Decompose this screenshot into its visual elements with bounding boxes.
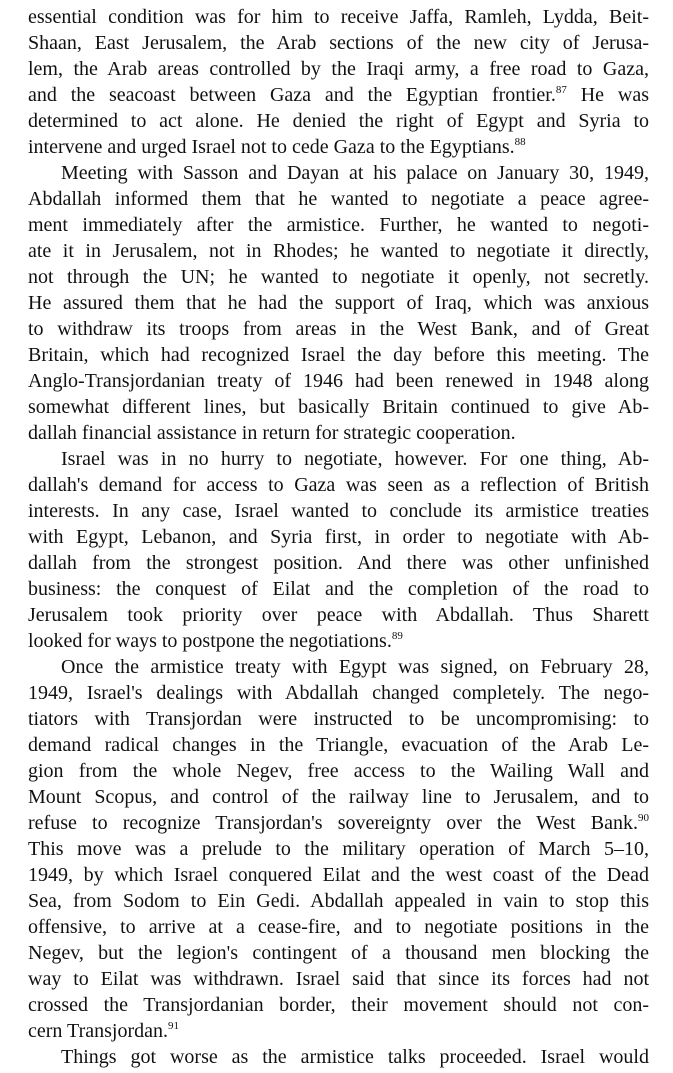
line-text: This move was a prelude to the military operation of March 5–10, [28, 838, 649, 860]
text-line [28, 238, 649, 264]
line-text: essential condition was for him to receive Jaffa, Ramleh, Lydda, Beit- [28, 6, 649, 28]
line-text: Anglo-Transjordanian treaty of 1946 had been renewed in 1948 along [28, 370, 649, 392]
footnote-marker: 90 [638, 812, 649, 824]
line-text: Negev, but the legion's contingent of a thousand men blocking the [28, 942, 649, 964]
line-text: interests. In any case, Israel wanted to conclude its armistice treaties [28, 500, 649, 522]
text-line [28, 290, 649, 316]
text-line [28, 316, 649, 342]
line-text: Israel was in no hurry to negotiate, however. For one thing, Ab- [61, 448, 649, 470]
text-line [28, 186, 649, 212]
line-text: with Egypt, Lebanon, and Syria first, in order to negotiate with Ab- [28, 526, 649, 548]
line-text: He assured them that he had the support of Iraq, which was anxious [28, 292, 649, 314]
text-line [28, 264, 649, 290]
line-text: and the seacoast between Gaza and the Egyptian frontier. [28, 84, 556, 106]
text-line [28, 810, 649, 836]
line-text: 1949, Israel's dealings with Abdallah changed completely. The nego- [28, 682, 649, 704]
line-text: somewhat different lines, but basically Britain continued to give Ab- [28, 396, 649, 418]
text-line [28, 576, 649, 602]
line-text: Mount Scopus, and control of the railway line to Jerusalem, and to [28, 786, 649, 808]
text-line [28, 706, 649, 732]
line-text: Jerusalem took priority over peace with Abdallah. Thus Sharett [28, 604, 649, 626]
text-line [28, 914, 649, 940]
text-line [28, 446, 649, 472]
text-line [28, 758, 649, 784]
footnote-marker: 87 [555, 84, 567, 96]
text-line [28, 394, 649, 420]
line-text: Meeting with Sasson and Dayan at his palace on January 30, 1949, [61, 162, 649, 184]
text-line [28, 342, 649, 368]
text-line [28, 420, 649, 446]
text-line [28, 524, 649, 550]
text-line [28, 966, 649, 992]
line-text: tiators with Transjordan were instructed to be uncompromising: to [28, 708, 649, 730]
line-text: business: the conquest of Eilat and the completion of the road to [28, 578, 649, 600]
line-text: Britain, which had recognized Israel the day before this meeting. The [28, 344, 649, 366]
line-text: Once the armistice treaty with Egypt was signed, on February 28, [61, 656, 649, 678]
text-line [28, 212, 649, 238]
line-text: crossed the Transjordanian border, their movement should not con- [28, 994, 649, 1016]
paragraph [28, 4, 649, 160]
text-line [28, 108, 649, 134]
text-line [28, 472, 649, 498]
text-line [28, 862, 649, 888]
footnote-marker: 88 [514, 136, 526, 148]
line-text: demand radical changes in the Triangle, evacuation of the Arab Le- [28, 734, 649, 756]
line-text: He was [566, 84, 649, 106]
text-line [28, 56, 649, 82]
line-text: ment immediately after the armistice. Further, he wanted to negoti- [28, 214, 649, 236]
line-text: offensive, to arrive at a cease-fire, and to negotiate positions in the [28, 916, 649, 938]
line-text: Things got worse as the armistice talks proceeded. Israel would [61, 1046, 649, 1068]
book-page-text [28, 4, 649, 1070]
line-text: not through the UN; he wanted to negotiate it openly, not secretly. [28, 266, 649, 288]
line-text: dallah's demand for access to Gaza was seen as a reflection of British [28, 474, 649, 496]
text-line [28, 1044, 649, 1070]
text-line [28, 628, 649, 654]
text-line [28, 602, 649, 628]
line-text: determined to act alone. He denied the right of Egypt and Syria to [28, 110, 649, 132]
text-line [28, 1018, 649, 1044]
line-text: way to Eilat was withdrawn. Israel said that since its forces had not [28, 968, 649, 990]
paragraph [28, 1044, 649, 1070]
line-text: 1949, by which Israel conquered Eilat and the west coast of the Dead [28, 864, 649, 886]
line-text: gion from the whole Negev, free access to the Wailing Wall and [28, 760, 649, 782]
text-line [28, 992, 649, 1018]
line-text: dallah from the strongest position. And there was other unfinished [28, 552, 649, 574]
text-line [28, 134, 649, 160]
line-text: Shaan, East Jerusalem, the Arab sections of the new city of Jerusa- [28, 32, 649, 54]
line-text: looked for ways to postpone the negotiations. [28, 630, 392, 652]
text-line [28, 732, 649, 758]
line-text: Abdallah informed them that he wanted to negotiate a peace agree- [28, 188, 649, 210]
line-text: intervene and urged Israel not to cede Gaza to the Egyptians. [28, 136, 515, 158]
text-line [28, 680, 649, 706]
paragraph [28, 654, 649, 1044]
text-line [28, 368, 649, 394]
line-text: to withdraw its troops from areas in the West Bank, and of Great [28, 318, 649, 340]
line-text: ate it in Jerusalem, not in Rhodes; he wanted to negotiate it directly, [28, 240, 649, 262]
line-text: Sea, from Sodom to Ein Gedi. Abdallah appealed in vain to stop this [28, 890, 649, 912]
text-line [28, 550, 649, 576]
text-line [28, 82, 649, 108]
line-text: lem, the Arab areas controlled by the Iraqi army, a free road to Gaza, [28, 58, 649, 80]
text-line [28, 784, 649, 810]
footnote-marker: 91 [167, 1020, 179, 1032]
text-line [28, 888, 649, 914]
text-line [28, 4, 649, 30]
text-line [28, 654, 649, 680]
paragraph [28, 446, 649, 654]
line-text: dallah financial assistance in return for strategic cooperation. [28, 422, 516, 444]
footnote-marker: 89 [391, 630, 403, 642]
text-line [28, 940, 649, 966]
text-line [28, 30, 649, 56]
text-line [28, 836, 649, 862]
paragraph [28, 160, 649, 446]
line-text: cern Transjordan. [28, 1020, 168, 1042]
line-text: refuse to recognize Transjordan's sovereignty over the West Bank. [28, 812, 638, 834]
text-line [28, 498, 649, 524]
text-line [28, 160, 649, 186]
